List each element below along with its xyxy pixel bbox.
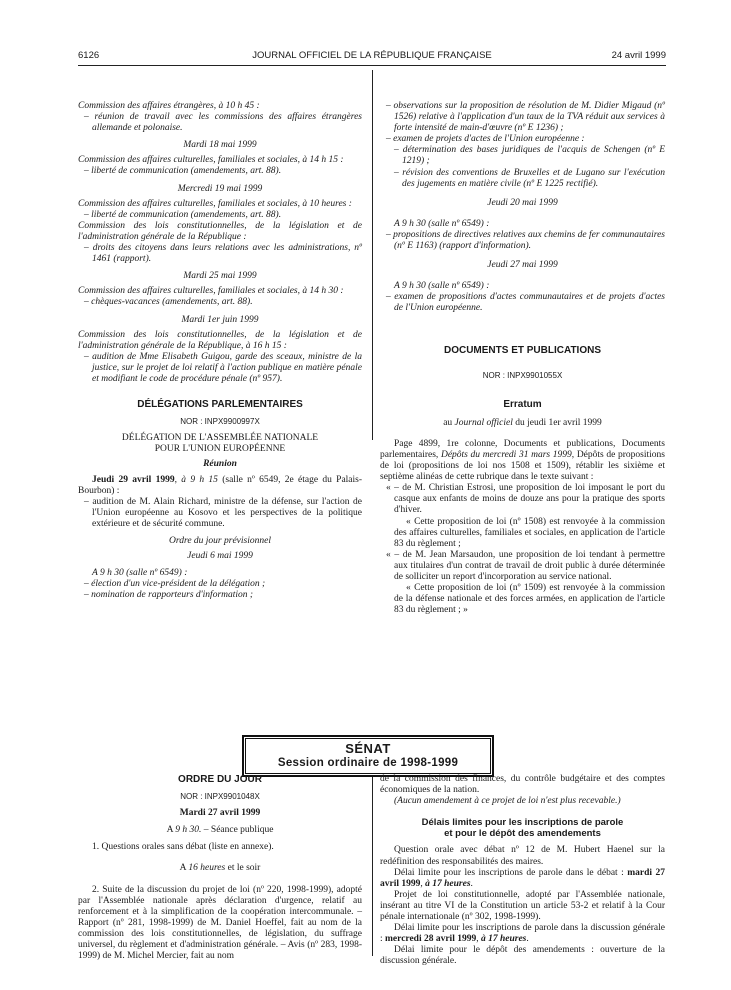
quote-item: « – de M. Jean Marsaudon, une proposition de loi tendant à permettre aux titulaires d'un contrat de travail de droit public à durée déterminée de solliciter un report d'incorporation au service national. — [386, 549, 665, 582]
text-run: 9 h 30. — [175, 825, 202, 836]
nor-reference: NOR : INPX9901048X — [180, 792, 260, 802]
header-rule — [78, 65, 666, 66]
subheading: Ordre du jour prévisionnel — [169, 536, 271, 546]
note: (Aucun amendement à ce projet de loi n'est plus recevable.) — [394, 796, 621, 807]
right-column-top — [380, 101, 665, 616]
paragraph: 2. Suite de la discussion du projet de loi (nº 220, 1998-1999), adopté par l'Assemblée nationale après déclaration d'urgence, relatif au renforcement et à la simplification de la coopération intercommunale. – Rapport (nº 281, 1998-1999) de M. Daniel Hoeffel, fait au nom de la commission des lois constitutionnelles, de législation, du suffrage universel, du règlement et d'administration générale. – Avis (nº 283, 1998-1999) de M. Michel Mercier, fait au nom — [78, 884, 362, 962]
list-item: – examen de propositions d'actes communautaires et de projets d'actes de l'Union européenne. — [386, 292, 665, 314]
quote-item: « – de M. Christian Estrosi, une proposition de loi imposant le port du casque aux enfants de moins de douze ans pour la pratique des sports d'hiver. — [386, 483, 665, 516]
text-run: , — [476, 934, 481, 945]
list-item: – audition de M. Alain Richard, ministre de la défense, sur l'action de l'Union européenne au Kosovo et les perspectives de la politique extérieure et de sécurité commune. — [84, 496, 362, 529]
delegation-title: POUR L'UNION EUROPÉENNE — [154, 444, 286, 455]
date-heading: Mercredi 19 mai 1999 — [177, 183, 263, 194]
text-run: – Séance publique — [201, 825, 274, 836]
text-run: . — [526, 934, 529, 945]
right-column-bottom — [380, 774, 665, 968]
paragraph: Commission des affaires étrangères, à 10 h 45 : — [78, 101, 260, 111]
text-run: Délai limite pour les inscriptions de parole dans le débat : — [394, 867, 628, 878]
text-run: A — [179, 863, 189, 874]
paragraph: Commission des affaires culturelles, familiales et sociales, à 14 h 15 : — [78, 155, 344, 166]
paragraph: 1. Questions orales sans débat (liste en annexe). — [92, 842, 274, 853]
date-heading: Mardi 25 mai 1999 — [183, 271, 257, 282]
paragraph — [78, 475, 362, 497]
left-column-bottom — [78, 774, 362, 962]
date-heading: Mardi 1er juin 1999 — [181, 314, 259, 325]
list-item: – élection d'un vice-président de la délégation ; — [84, 579, 266, 590]
text-run: au — [443, 417, 455, 428]
section-title: DÉLÉGATIONS PARLEMENTAIRES — [137, 399, 303, 411]
subheading: Réunion — [203, 459, 237, 470]
page-number: 6126 — [78, 50, 100, 61]
section-title: DOCUMENTS ET PUBLICATIONS — [443, 344, 602, 356]
list-item: – réunion de travail avec les commissions des affaires étrangères allemande et polonaise. — [84, 112, 362, 134]
column-divider-top — [372, 70, 373, 440]
session-line — [78, 863, 362, 874]
list-item: – chèques-vacances (amendements, art. 88). — [84, 297, 253, 308]
list-item: – observations sur la proposition de résolution de M. Didier Migaud (nº 1526) relative à l'application d'un taux de la TVA réduit aux services à forte intensité de main-d'œuvre (nº E 1236) ; — [386, 101, 665, 134]
quote-item: « Cette proposition de loi (nº 1508) est renvoyée à la commission des affaires culturelles, familiales et sociales, en application de l'article 83 du règlement ; — [394, 516, 665, 549]
nor-reference: NOR : INPX9901055X — [482, 370, 563, 380]
date-heading: Jeudi 20 mai 1999 — [487, 197, 558, 208]
text-run: et le soir — [225, 863, 261, 874]
erratum-reference — [380, 418, 665, 429]
text-run: mardi 27 avril 1999 — [380, 867, 665, 889]
paragraph: Projet de loi constitutionnelle, adopté par l'Assemblée nationale, insérant au titre VI de la Constitution un article 53-2 et relatif à la Cour pénale internationale (nº 302, 1998-1999). — [380, 889, 665, 923]
text-run: . — [470, 878, 473, 889]
date-heading: Jeudi 27 mai 1999 — [487, 260, 558, 271]
paragraph: Commission des affaires culturelles, familiales et sociales, à 14 h 30 : — [78, 286, 344, 297]
list-item: – liberté de communication (amendements, art. 88). — [84, 209, 282, 220]
text-run: mercredi 28 avril 1999 — [385, 934, 477, 945]
list-item: – droits des citoyens dans leurs relations avec les administrations, nº 1461 (rapport). — [84, 243, 362, 265]
senat-subtitle: Session ordinaire de 1998-1999 — [277, 757, 459, 769]
text-run: Dépôts du mercredi 31 mars 1999 — [440, 449, 572, 460]
paragraph: Délai limite pour le dépôt des amendements : ouverture de la discussion générale. — [380, 945, 665, 967]
text-run: , — [420, 878, 426, 889]
page-header — [78, 50, 666, 64]
paragraph: de la commission des finances, du contrôle budgétaire et des comptes économiques de la nation. — [380, 774, 665, 796]
senat-title: SÉNAT — [345, 741, 391, 756]
text-run: à 17 heures — [425, 878, 471, 889]
paragraph: A 9 h 30 (salle nº 6549) : — [394, 218, 490, 229]
list-item: – audition de Mme Elisabeth Guigou, garde des sceaux, ministre de la justice, sur le projet de loi relatif à l'action publique en matière pénale et modifiant le code de procédure pénale (nº 957). — [84, 351, 362, 384]
list-item: – liberté de communication (amendements, art. 88). — [84, 166, 282, 177]
date-heading: Mardi 27 avril 1999 — [179, 808, 261, 819]
text-run: du jeudi 1er avril 1999 — [512, 417, 602, 428]
text-run: Délai limite pour les inscriptions de parole dans la discussion générale : — [380, 923, 665, 945]
section-heading: et pour le dépôt des amendements — [444, 828, 601, 840]
paragraph — [380, 923, 665, 945]
text-run: , Dépôts de propositions de loi (propositions de loi nos 1508 et 1509), rétablir les sixième et septième alinéas de cette rubrique dans le texte suivant : — [380, 449, 665, 483]
list-item: – nomination de rapporteurs d'information ; — [84, 590, 254, 601]
meeting-time: à 9 h 15 — [181, 474, 218, 485]
section-heading: Délais limites pour les inscriptions de parole — [421, 817, 624, 829]
column-divider-bottom — [372, 776, 373, 956]
quote-item: « Cette proposition de loi (nº 1509) est renvoyée à la commission de la défense nationale et des forces armées, en application de l'article 83 du règlement ; » — [394, 583, 665, 616]
paragraph: Question orale avec débat nº 12 de M. Hubert Haenel sur la redéfinition des responsabilités des maires. — [380, 845, 665, 867]
list-item: – examen de projets d'actes de l'Union européenne : — [386, 134, 585, 145]
date-heading: Jeudi 6 mai 1999 — [187, 551, 253, 562]
erratum-title: Erratum — [503, 398, 542, 410]
meeting-date: Jeudi 29 avril 1999 — [92, 474, 175, 485]
section-title: ORDRE DU JOUR — [178, 774, 262, 785]
paragraph: A 9 h 30 (salle nº 6549) : — [92, 568, 188, 579]
text-run: Page 4899, 1re colonne, Documents et publications, Documents parlementaires, — [380, 438, 665, 460]
text-run: Journal officiel — [454, 417, 513, 428]
text-run: à 17 heures — [480, 934, 527, 945]
journal-title: JOURNAL OFFICIEL DE LA RÉPUBLIQUE FRANÇAISE — [252, 50, 492, 61]
nor-reference: NOR : INPX9900997X — [180, 417, 260, 427]
date-heading: Mardi 18 mai 1999 — [183, 140, 257, 151]
text-run: , — [174, 474, 182, 485]
senat-header-box — [242, 735, 494, 777]
delegation-title: DÉLÉGATION DE L'ASSEMBLÉE NATIONALE — [121, 433, 319, 444]
paragraph: A 9 h 30 (salle nº 6549) : — [394, 281, 490, 292]
left-column-top — [78, 101, 362, 601]
list-item: – détermination des bases juridiques de l'acquis de Schengen (nº E 1219) ; — [394, 145, 665, 167]
paragraph — [380, 439, 665, 483]
paragraph: Commission des lois constitutionnelles, de la législation et de l'administration générale de la République : — [78, 220, 362, 242]
issue-date: 24 avril 1999 — [611, 50, 666, 61]
session-line — [78, 825, 362, 836]
list-item: – révision des conventions de Bruxelles et de Lugano sur l'exécution des jugements en matière civile (nº E 1225 rectifié). — [394, 167, 665, 189]
text-run: A — [166, 825, 176, 836]
text-run: (salle nº 6549, 2e étage du Palais-Bourbon) : — [78, 474, 363, 496]
paragraph: Commission des affaires culturelles, familiales et sociales, à 10 heures : — [78, 198, 352, 209]
list-item: – propositions de directives relatives aux chemins de fer communautaires (nº E 1163) (rapport d'information). — [386, 229, 665, 252]
paragraph — [380, 868, 665, 890]
text-run: 16 heures — [188, 863, 226, 874]
paragraph: Commission des lois constitutionnelles, de la législation et de l'administration générale de la République, à 16 h 15 : — [78, 329, 362, 351]
